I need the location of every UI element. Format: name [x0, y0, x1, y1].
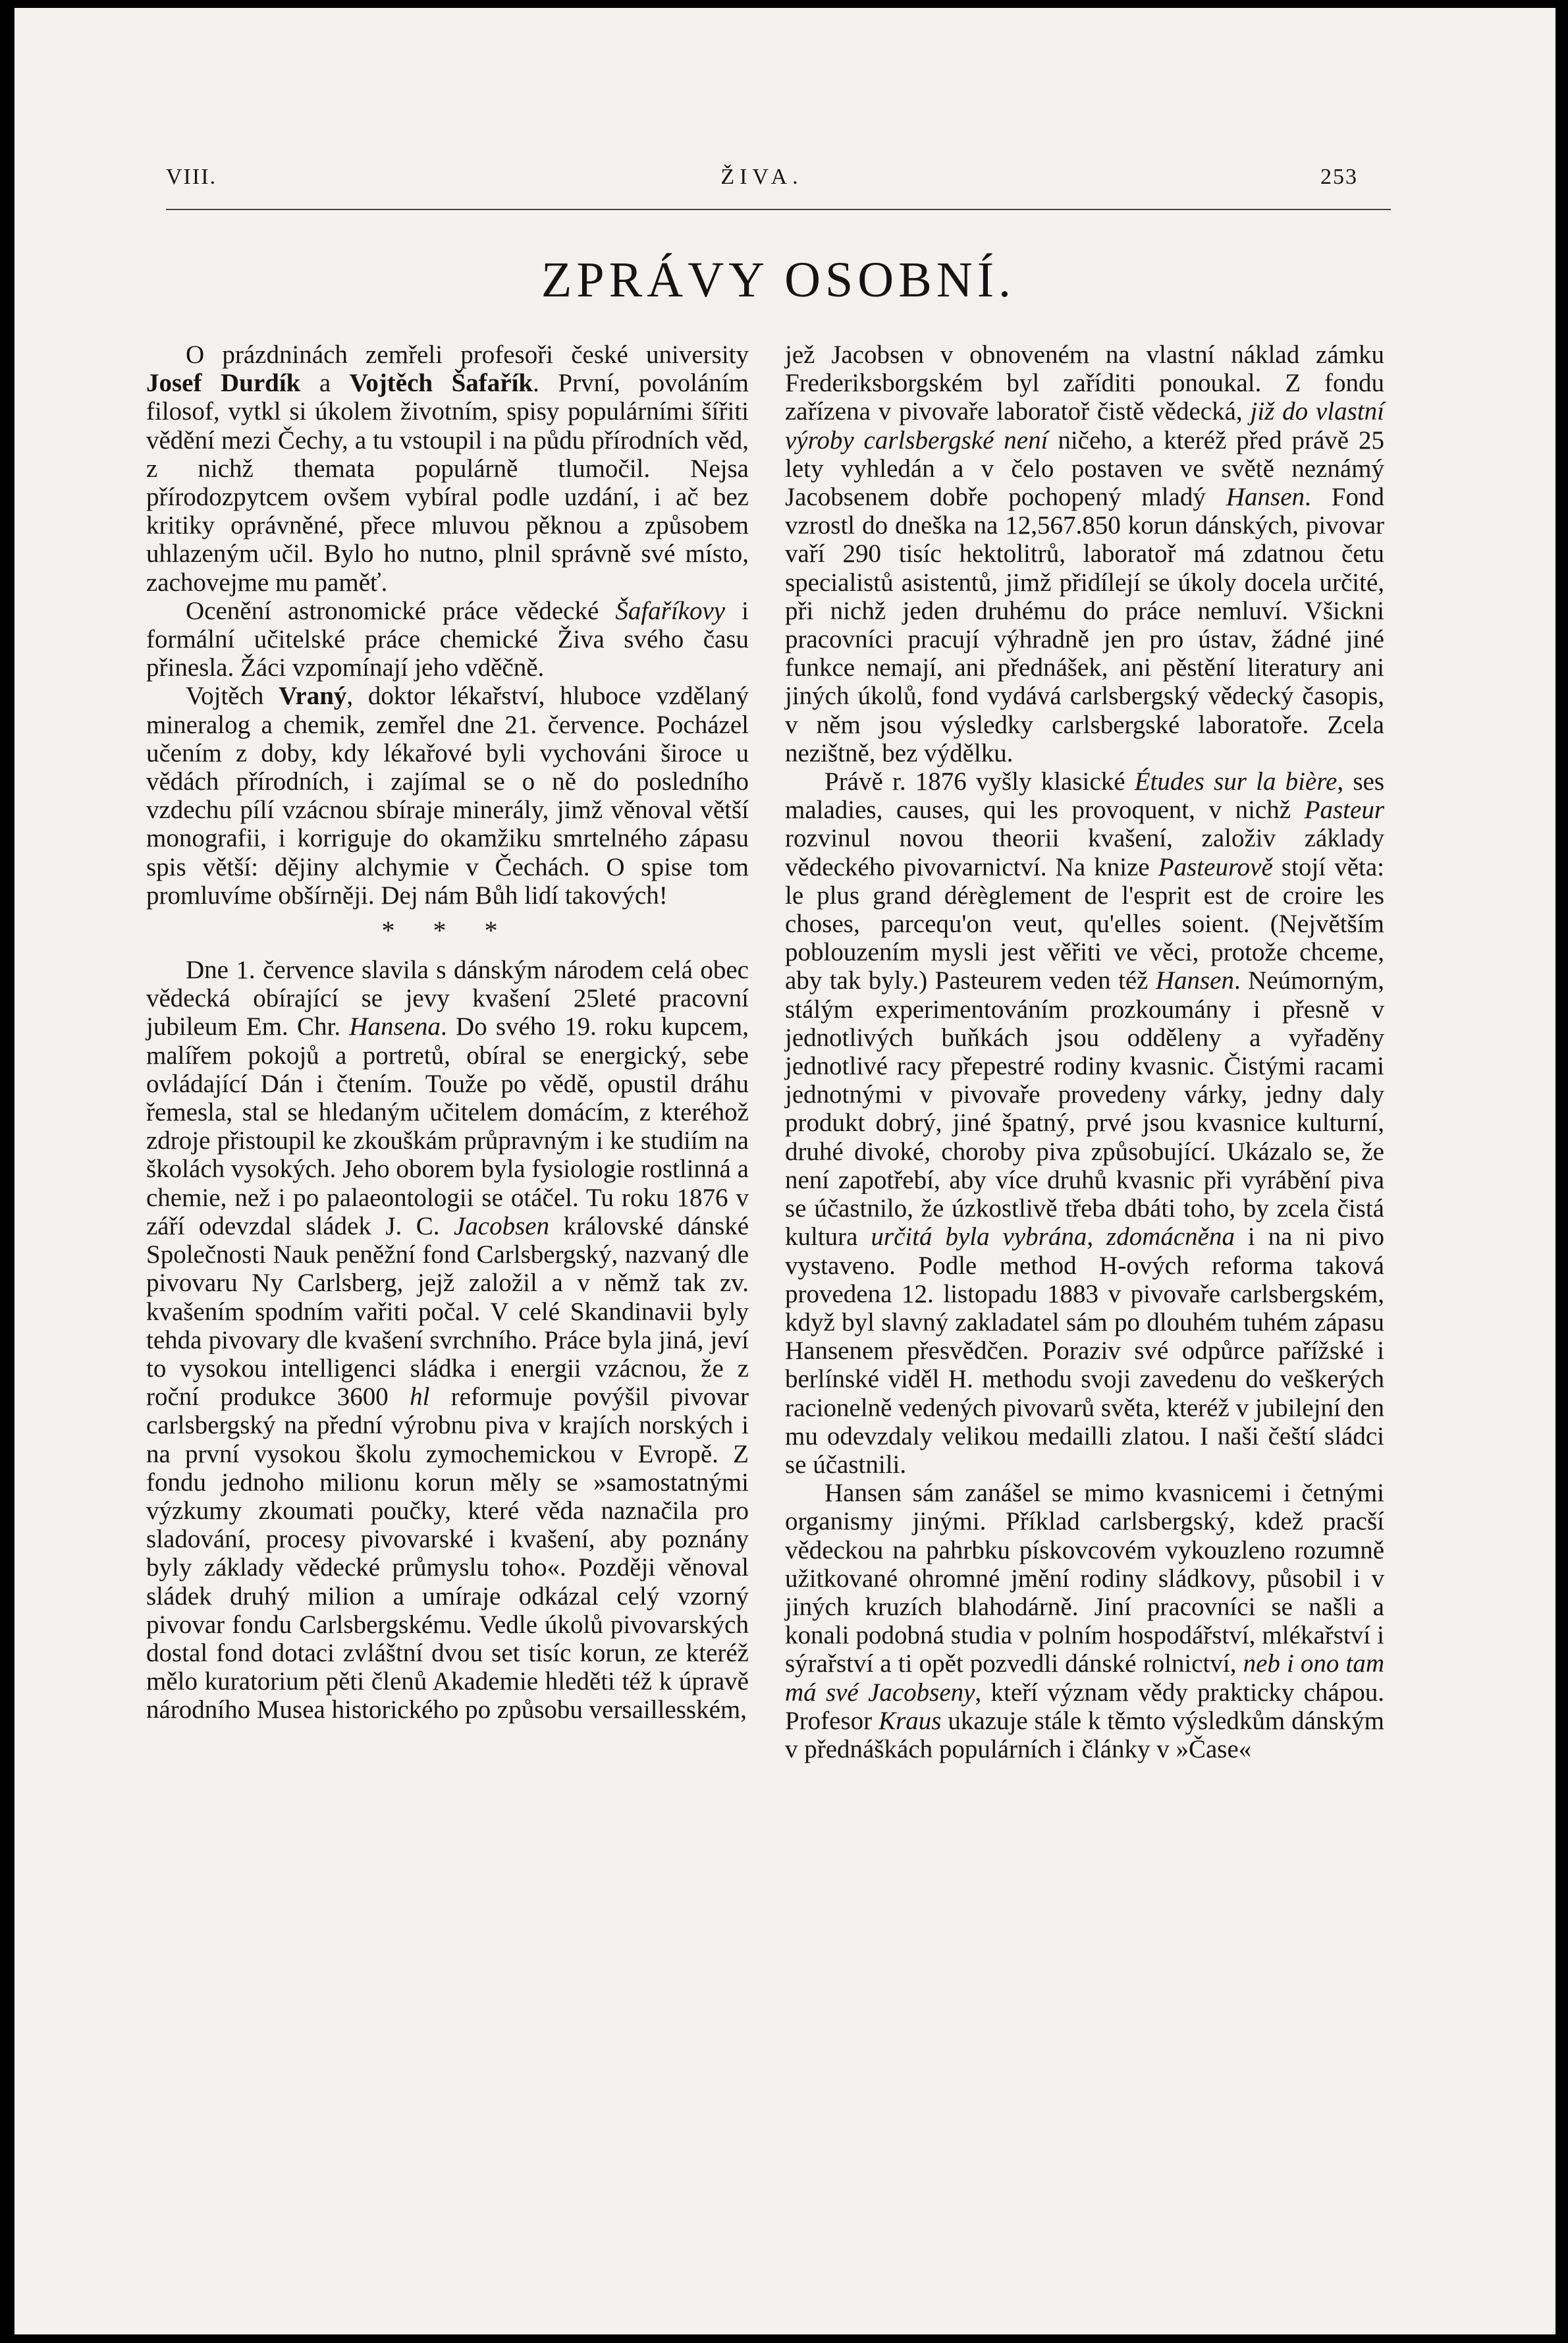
page-number: 253 [1320, 165, 1358, 189]
emphasis: Jacobsen [454, 1211, 550, 1240]
text-run: Dne 1. července slavila s dánským národem celá obec vědecká obírající se jevy kvašení 25leté pracovní jubileum Em. Chr. [146, 956, 749, 1041]
text-run: rozvinul novou theorii kvašení, založiv základy vědeckého pivovarnictví. Na knize [785, 824, 1384, 881]
text-run: Hansen sám zanášel se mimo kvasnicemi i četnými organismy jinými. Příklad carlsbergský, kdež pracší vědeckou na pahrbku pískovcovém vykouzleno rozumně užitkované ohromné jmění rodiny sládkovy, působil i v jiných kruzích blahodárně. Jiní pracovníci se našli a konali podobná studia v polním hospodářství, mlékařství i sýrařství a ti opět pozvedli dánské rolnictví, [785, 1479, 1384, 1678]
text-run: , ses maladies, causes, qui les provoquent, v nichž [785, 767, 1384, 825]
emphasis: Pasteur [1304, 796, 1384, 825]
text-run: , doktor lékařství, hluboce vzdělaný mineralog a chemik, zemřel dne 21. července. Pocházel učením z doby, kdy lékařové byli vychováni široce u vědách přírodních, i zajímal se o ně do posledního vzdechu pílí vzácnou sbíraje minerály, jimž věnoval větší monografii, i korriguje do okamžiku smrtelného zápasu spis větší: dějiny alchymie v Čechách. O spise tom promluvíme obšírněji. Dej nám Bůh lidí takových! [146, 682, 749, 910]
emphasis: Hansen [1155, 966, 1234, 995]
section-title: ZPRÁVY OSOBNÍ. [541, 252, 1016, 308]
volume-number: VIII. [166, 165, 217, 189]
text-run: . První, povoláním filosof, vytkl si úkolem životním, spisy populárními šířiti vědění mezi Čechy, a tu vstoupil i na půdu přírodních věd, z nichž themata populárně tlumočil. Nejsa přírodozpytcem ovšem vybíral podle uzdání, i ač bez kritiky oprávněné, přece mluvou pěknou a způsobem uhlazeným učil. Bylo ho nutno, plnil správně své místo, zachovejme mu paměť. [146, 369, 749, 597]
text-run: . Fond vzrostl do dneška na 12,567.850 korun dánských, pivovar vaří 290 tisíc hektolitrů, laboratoř má zdatnou četu specialistů asistentů, jimž přidílejí se úkoly docela určité, při nichž jeden druhému do práce nemluví. Všickni pracovníci pracují výhradně jen pro ústav, žádné jiné funkce nemají, ani přednášek, ani pěstění literatury ani jiných úkolů, fond vydává carlsbergský vědecký časopis, v něm jsou výsledky carlsbergské laboratoře. Zcela nezištně, bez výdělku. [785, 483, 1384, 767]
emphasis: hl [410, 1383, 430, 1412]
text-run: stojí věta: le plus grand dérèglement de l'esprit est de croire les choses, parcequ'on veut, qu'elles soient. (Největším poblouzením mysli jest věřiti ve věci, protože chceme, aby tak byly.) Pasteurem veden též [785, 852, 1384, 995]
text-run: Vojtěch [186, 682, 279, 711]
text-run: i formální učitelské práce chemické Živa svého času přinesla. Žáci vzpomínají jeho vděčně. [146, 596, 749, 682]
header-rule [166, 209, 1391, 210]
journal-title: ŽIVA. [720, 165, 803, 189]
paragraph-durdik-safarik [146, 341, 749, 597]
emphasis: určitá byla vybrána [871, 1223, 1087, 1252]
section-separator: * * * [381, 916, 514, 946]
emphasis: neb i ono tam má své Jacobseny [785, 1649, 1384, 1707]
left-column [146, 341, 749, 1724]
text-run: a [300, 369, 350, 398]
text-run: královské dánské Společnosti Nauk peněžní fond Carlsbergský, nazvaný dle pivovaru Ny Carlsberg, jejž založil a v němž tak zv. kvašením spodním vařiti počal. V celé Skandinavii byly tehda pivovary dle kvašení svrchního. Práce byla jiná, jeví to vysokou intelligenci sládka i energii vzácnou, že z roční produkce 3600 [146, 1211, 749, 1412]
text-run: ničeho, a kteréž před právě 25 lety vyhledán a v čelo postaven ve světě neznámý Jacobsenem dobře pochopený mladý [785, 426, 1384, 512]
emphasis: Šafaříkovy [615, 596, 726, 625]
paragraph-safarik-work [146, 597, 749, 682]
person-name: Vojtěch Šafařík [349, 369, 533, 398]
right-column [785, 341, 1384, 1763]
person-name: Vraný [279, 682, 347, 711]
page [14, 8, 1555, 2334]
text-run: . Do svého 19. roku kupcem, malířem pokojů a portretů, obíral se energický, sebe ovládající Dán i čtením. Touže po vědě, opustil dráhu řemesla, stal se hledaným učitelem domácím, z kteréhož zdroje přistoupil ke zkouškám průpravným i ke studiím na školách vysokých. Jeho oborem byla fysiologie rostlinná a chemie, než i po palaeontologii se otáčel. Tu roku 1876 v září odevzdal sládek J. C. [146, 1012, 749, 1240]
emphasis: Études sur la bière [1134, 767, 1338, 796]
text-run: ukazuje stále k těmto výsledkům dánským v přednáškách populárních i články v »Čase« [785, 1706, 1384, 1763]
text-run: , kteří význam vědy prakticky chápou. Profesor [785, 1678, 1384, 1735]
emphasis: Pasteurově [1158, 852, 1273, 881]
text-run: jež Jacobsen v obnoveném na vlastní náklad zámku Frederiksborgském byl zaříditi ponoukal. Z fondu zařízena v pivovaře laboratoř čistě vědecká, [785, 341, 1384, 426]
text-run: reformuje povýšil pivovar carlsbergský na přední výrobnu piva v krajích norských i na první vysokou školu zymochemickou v Evropě. Z fondu jednoho milionu korun měly se »samostatnými výzkumy zkoumati poučky, které věda naznačila pro sladování, procesy pivovarské i kvašení, aby poznány byly základy vědecké průmyslu toho«. Později věnoval sládek druhý milion a umíraje odkázal celý vzorný pivovar fondu Carlsbergskému. Vedle úkolů pivovarských dostal fond dotaci zvláštní dvou set tisíc korun, ze kteréž mělo kuratorium pěti členů Akademie hleděti též k úpravě národního Musea historického po způsobu versaillesském, [146, 1383, 749, 1724]
text-run: Ocenění astronomické práce vědecké [186, 596, 616, 625]
paragraph-vrany [146, 682, 749, 910]
text-run: . Neúmorným, stálým experimentováním prozkoumány i přesně v jednotlivých buňkách jsou odděleny a vyřaděny jednotlivé racy přepestré rodiny kvasnic. Čistými racami jednotnými v pivovaře provedeny várky, jedny daly produkt dobrý, jiné špatný, prvé jsou kvasnice kulturní, druhé divoké, choroby piva způsobující. Ukázalo se, že není zapotřebí, aby více druhů kvasnic při vyrábění piva se účastnilo, že úzkostlivě třeba dbáti toho, by zcela čistá kultura [785, 966, 1384, 1252]
person-name: Josef Durdík [146, 369, 301, 398]
text-run: i na ni pivo vystaveno. Podle method H-ových reforma taková provedena 12. listopadu 1883 v pivovaře carlsbergském, když byl slavný zakladatel sám po dlouhém tuhém zápasu Hansenem přesvědčen. Poraziv své odpůrce pařížské i berlínské viděl H. methodu svoji zavedenu do veškerých racionelně vedených pivovarů světa, kteréž v jubilejní den mu odevzdaly velikou medailli zlatou. I naši čeští sládci se účastnili. [785, 1223, 1384, 1479]
text-run: , [1087, 1223, 1107, 1252]
emphasis: Kraus [879, 1706, 942, 1735]
paragraph-hansen-jubilee [146, 956, 749, 1724]
paragraph-carlsberg-laboratory [785, 341, 1384, 767]
text-run: Právě r. 1876 vyšly klasické [825, 767, 1135, 796]
paragraph-pasteur [785, 767, 1384, 1479]
text-run: O prázdninách zemřeli profesoři české university [186, 341, 749, 369]
emphasis: Hansen [1226, 483, 1305, 512]
paragraph-hansen-organisms [785, 1479, 1384, 1763]
emphasis: již do vlastní výroby carlsbergské není [785, 397, 1384, 455]
emphasis: zdomácněna [1106, 1223, 1235, 1252]
emphasis: Hansena [349, 1012, 441, 1041]
running-head [166, 165, 1358, 204]
